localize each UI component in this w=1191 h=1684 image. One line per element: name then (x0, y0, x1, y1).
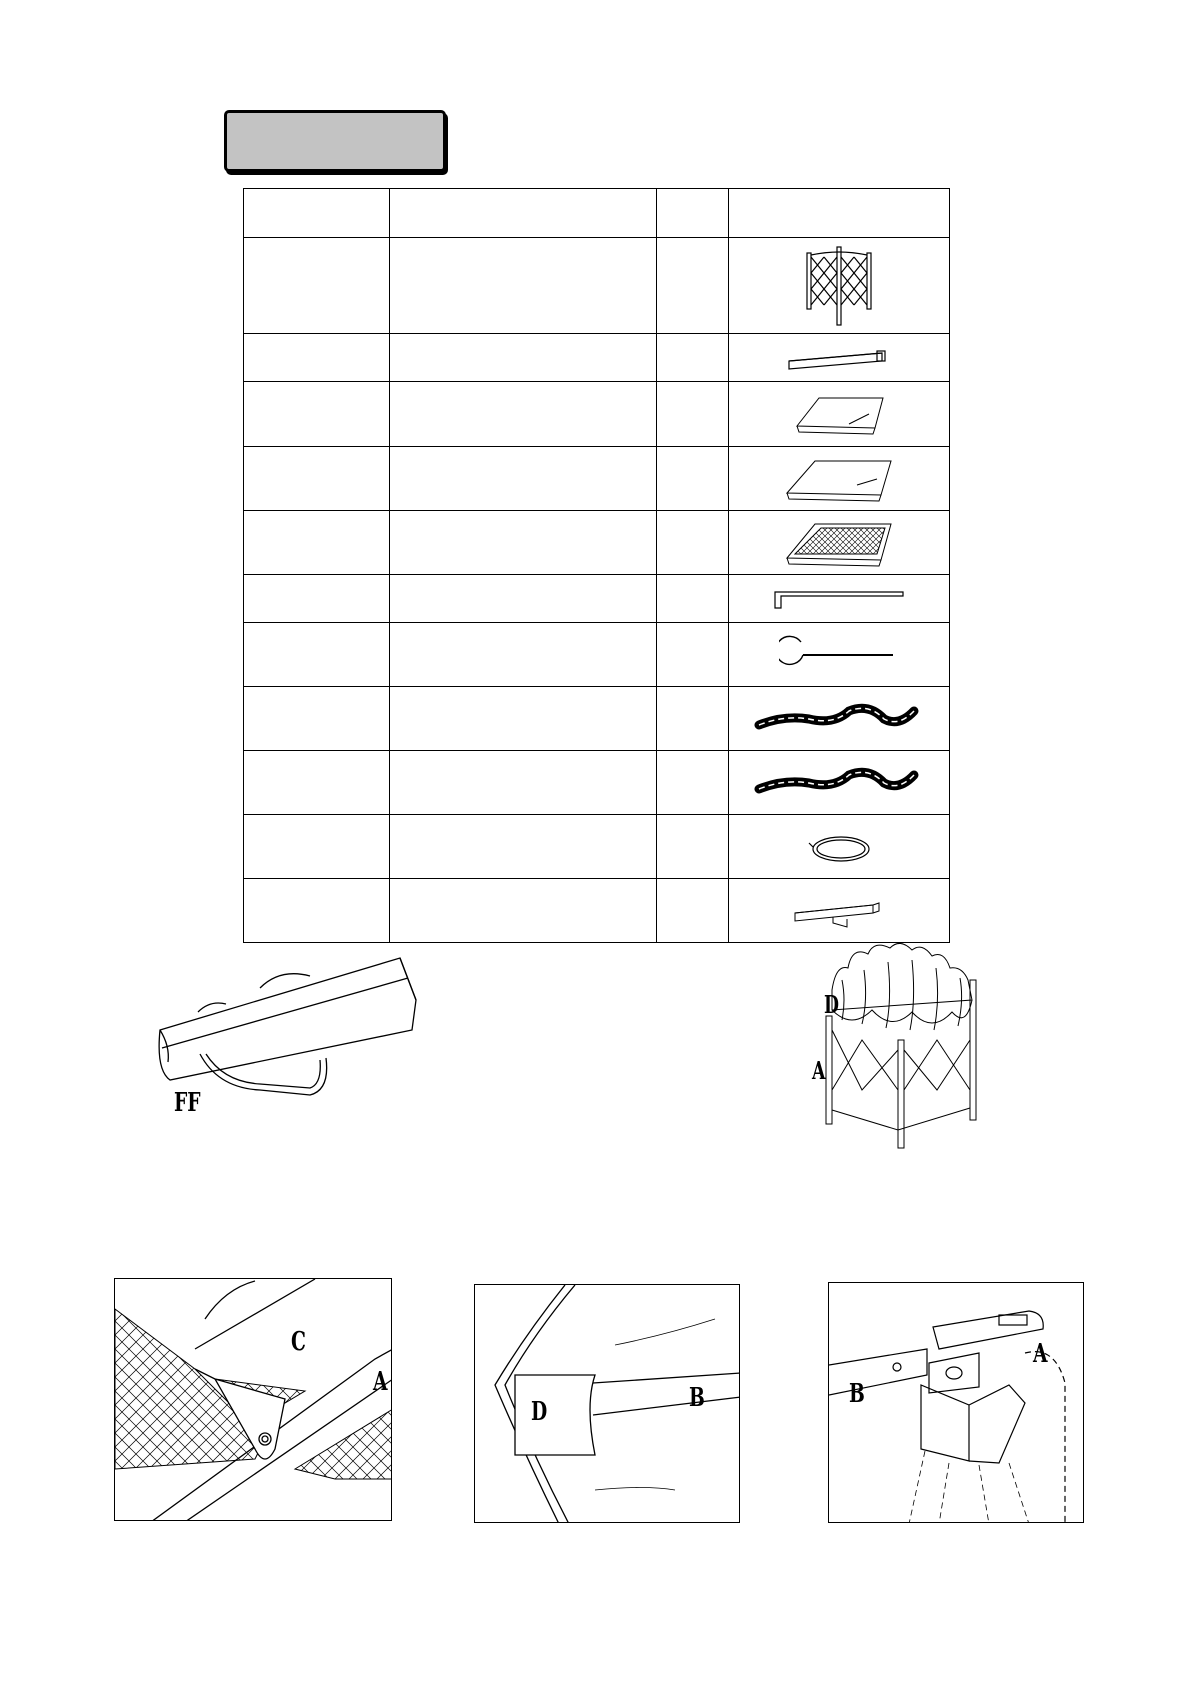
table-row (244, 575, 950, 623)
table-row (244, 815, 950, 879)
frame-label-top: D (824, 990, 839, 1019)
detail-1-label-c: C (291, 1327, 306, 1357)
detail-panel-1 (114, 1278, 392, 1521)
table-row (244, 238, 950, 334)
detail-2-label-d: D (531, 1397, 548, 1427)
pole-part-icon (784, 343, 894, 373)
strap-part-icon (754, 763, 924, 803)
mesh-wall-part-icon (777, 518, 901, 568)
detail-3-label-a: A (1033, 1339, 1048, 1369)
table-header-row (244, 189, 950, 238)
table-row (244, 623, 950, 687)
detail-1-label-a: A (373, 1367, 388, 1397)
elastic-cord-part-icon (799, 827, 879, 867)
table-row (244, 511, 950, 575)
canopy-part-icon (789, 392, 889, 436)
detail-3-label-b: B (849, 1379, 865, 1409)
key-part-icon (769, 584, 909, 614)
table-row (244, 334, 950, 382)
rope-part-icon (754, 699, 924, 739)
side-wall-part-icon (777, 455, 901, 503)
carry-bag-figure (150, 950, 420, 1120)
section-title-box (224, 110, 446, 172)
table-row (244, 879, 950, 943)
table-row (244, 687, 950, 751)
connector-part-icon (789, 891, 889, 931)
bag-label: FF (174, 1088, 201, 1118)
detail-2-label-b: B (689, 1383, 705, 1413)
detail-panel-3 (828, 1282, 1084, 1523)
frame-canopy-figure (812, 940, 997, 1150)
stake-part-icon (779, 632, 899, 678)
parts-list-table (243, 188, 950, 943)
detail-panel-2 (474, 1284, 740, 1523)
table-row (244, 751, 950, 815)
table-row (244, 382, 950, 447)
frame-part-icon (804, 245, 874, 327)
frame-label-leg: A (812, 1056, 826, 1085)
table-row (244, 447, 950, 511)
